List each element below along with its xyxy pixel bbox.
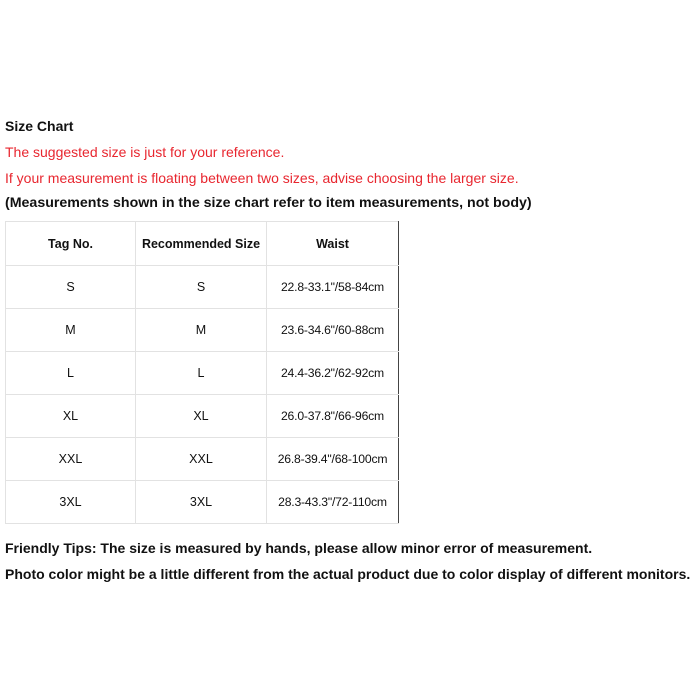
- table-row: [6, 352, 399, 395]
- cell-recommended-size: L: [136, 352, 267, 395]
- cell-waist: 28.3-43.3"/72-110cm: [267, 481, 399, 524]
- cell-recommended-size: M: [136, 309, 267, 352]
- table-row: [6, 309, 399, 352]
- cell-recommended-size: S: [136, 266, 267, 309]
- cell-tag-no: L: [6, 352, 136, 395]
- table-header-row: [6, 222, 399, 266]
- header-recommended-size: Recommended Size: [136, 222, 267, 266]
- cell-tag-no: XXL: [6, 438, 136, 481]
- larger-size-advice: If your measurement is floating between two sizes, advise choosing the larger size.: [5, 170, 519, 186]
- cell-tag-no: S: [6, 266, 136, 309]
- color-disclaimer: Photo color might be a little different from the actual product due to color display of different monitors.: [5, 566, 691, 582]
- table-row: [6, 266, 399, 309]
- header-tag-no: Tag No.: [6, 222, 136, 266]
- cell-recommended-size: XL: [136, 395, 267, 438]
- cell-tag-no: M: [6, 309, 136, 352]
- cell-waist: 23.6-34.6"/60-88cm: [267, 309, 399, 352]
- cell-waist: 26.0-37.8"/66-96cm: [267, 395, 399, 438]
- cell-tag-no: 3XL: [6, 481, 136, 524]
- table-row: [6, 395, 399, 438]
- table-row: [6, 438, 399, 481]
- cell-tag-no: XL: [6, 395, 136, 438]
- reference-notice: The suggested size is just for your reference.: [5, 144, 285, 160]
- measurement-note: (Measurements shown in the size chart refer to item measurements, not body): [5, 195, 532, 211]
- cell-waist: 24.4-36.2"/62-92cm: [267, 352, 399, 395]
- cell-recommended-size: XXL: [136, 438, 267, 481]
- cell-waist: 26.8-39.4"/68-100cm: [267, 438, 399, 481]
- size-chart-title: Size Chart: [5, 118, 74, 134]
- table-row: [6, 481, 399, 524]
- cell-recommended-size: 3XL: [136, 481, 267, 524]
- header-waist: Waist: [267, 222, 399, 266]
- size-table: [5, 221, 399, 524]
- cell-waist: 22.8-33.1"/58-84cm: [267, 266, 399, 309]
- friendly-tips: Friendly Tips: The size is measured by hands, please allow minor error of measurement.: [5, 540, 593, 556]
